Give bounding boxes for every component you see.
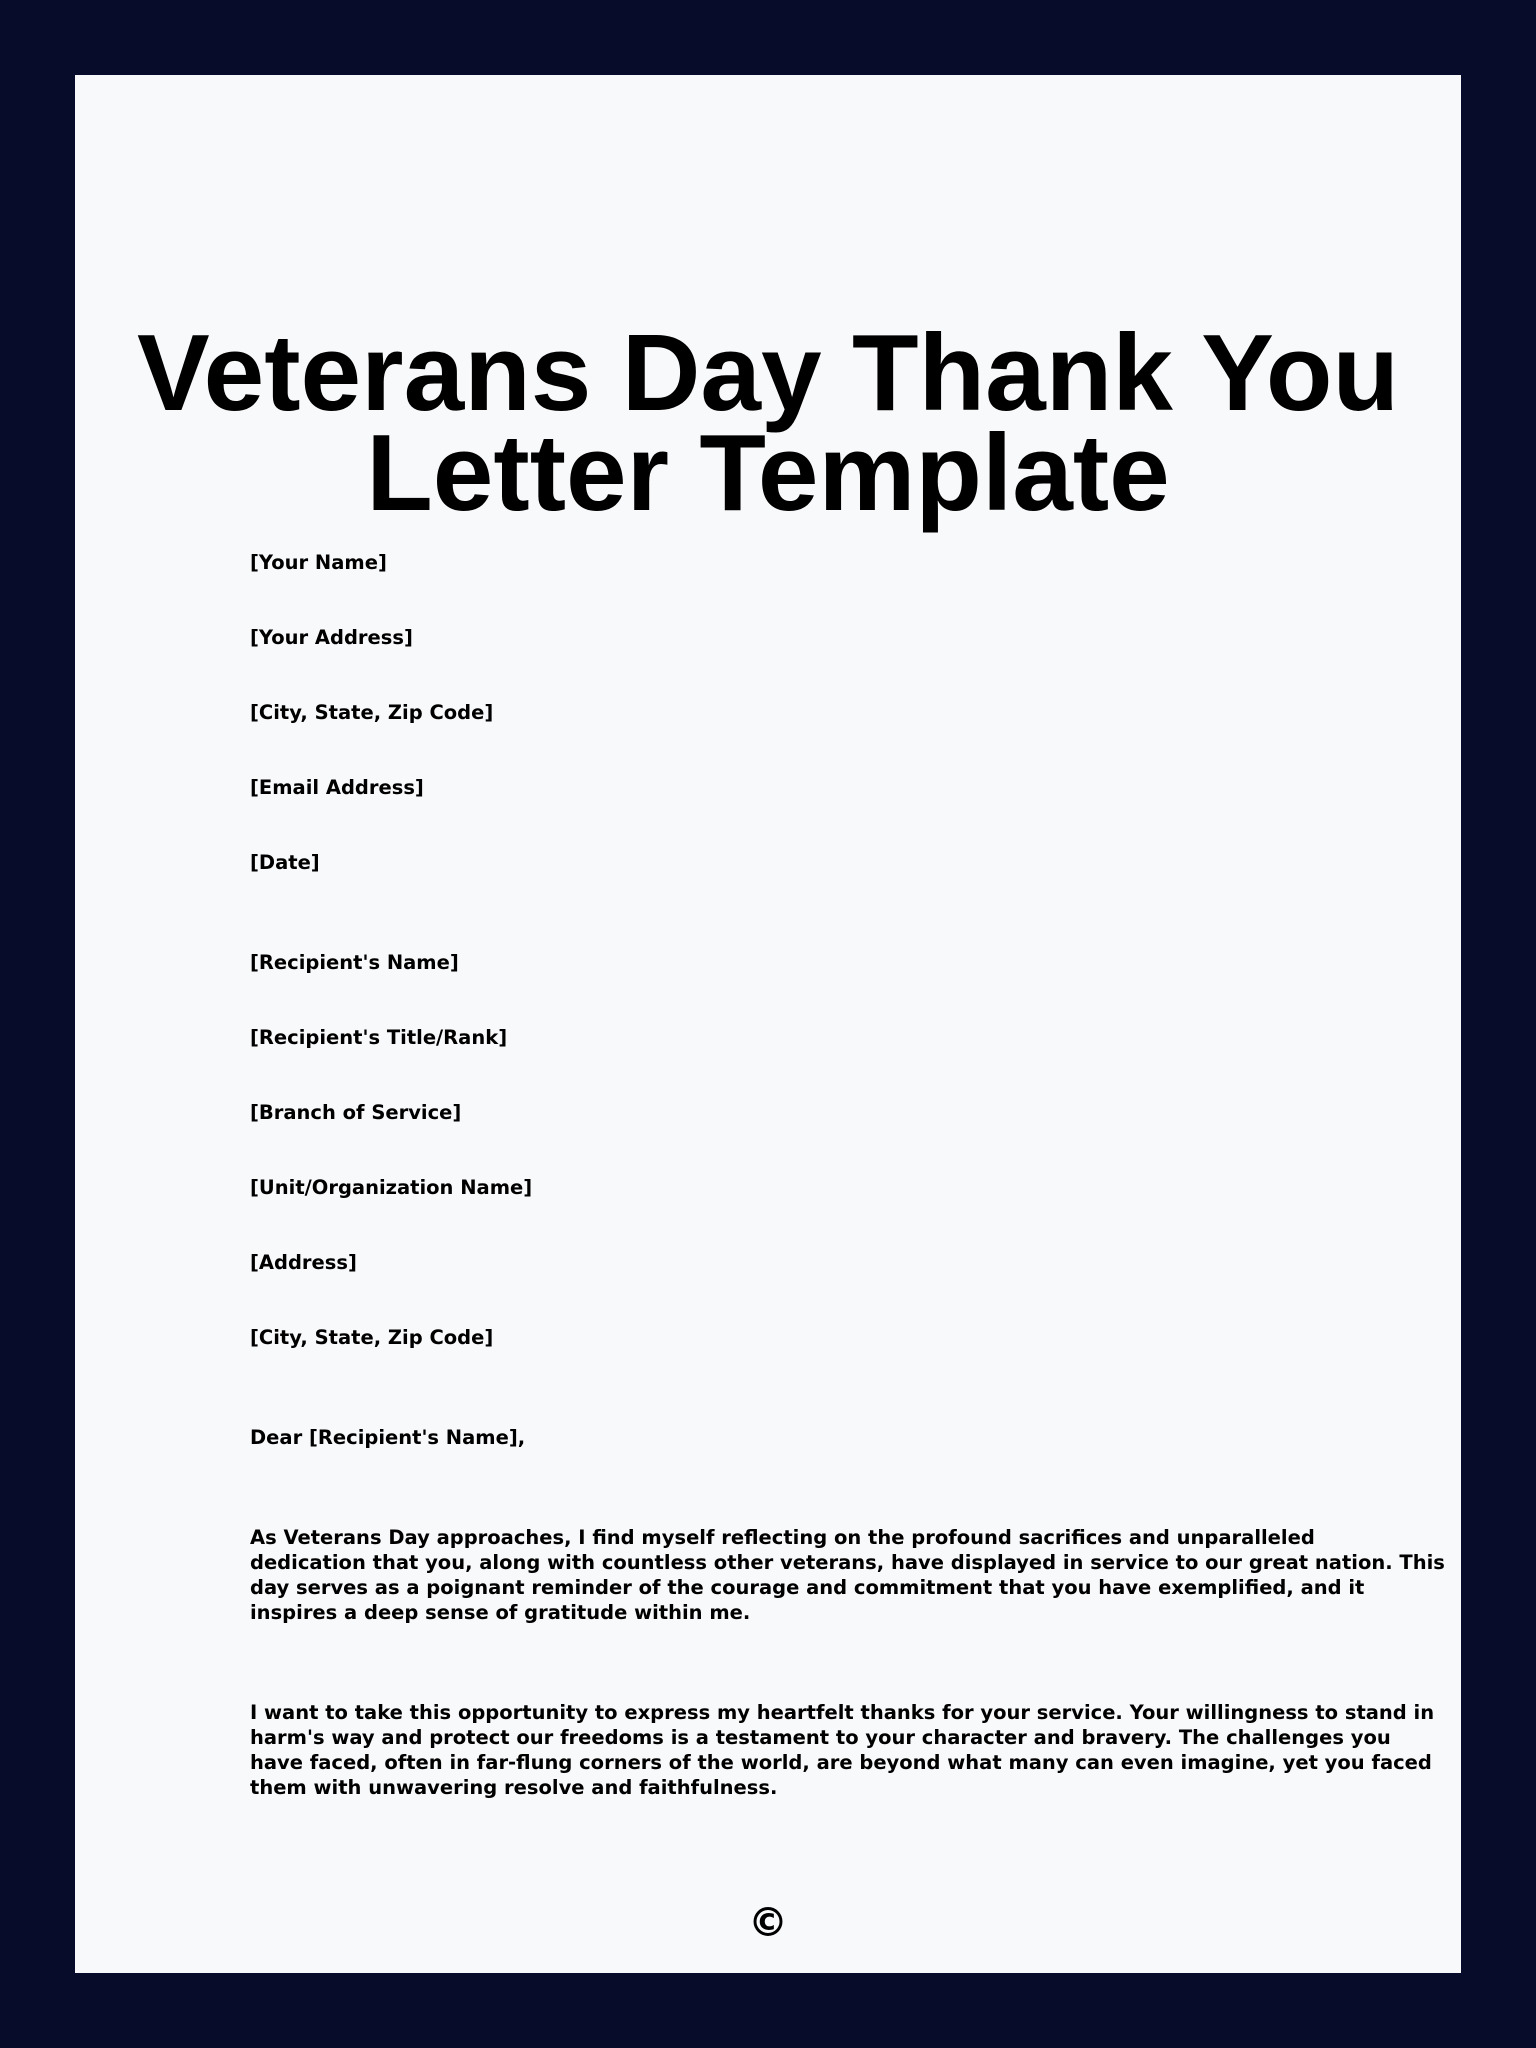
sender-city-state-zip: [City, State, Zip Code] bbox=[250, 701, 494, 724]
copyright-icon: © bbox=[748, 1900, 788, 1946]
paragraph-1-line: As Veterans Day approaches, I find myself reflecting on the profound sacrifices and unparalleled bbox=[250, 1526, 1315, 1549]
recipient-address: [Address] bbox=[250, 1251, 357, 1274]
body-paragraph-1 bbox=[250, 1525, 1445, 1625]
salutation: Dear [Recipient's Name], bbox=[250, 1426, 526, 1449]
body-paragraph-2 bbox=[250, 1700, 1435, 1800]
paragraph-2-line: have faced, often in far-flung corners of the world, are beyond what many can even imagine, yet you faced bbox=[250, 1751, 1432, 1774]
paragraph-2-line: I want to take this opportunity to express my heartfelt thanks for your service. Your willingness to stand in bbox=[250, 1701, 1435, 1724]
sender-email: [Email Address] bbox=[250, 776, 424, 799]
recipient-city-state-zip: [City, State, Zip Code] bbox=[250, 1326, 494, 1349]
sender-address: [Your Address] bbox=[250, 626, 413, 649]
sender-name: [Your Name] bbox=[250, 551, 387, 574]
paragraph-1-line: dedication that you, along with countless other veterans, have displayed in service to our great nation. This bbox=[250, 1551, 1445, 1574]
recipient-unit: [Unit/Organization Name] bbox=[250, 1176, 533, 1199]
recipient-branch: [Branch of Service] bbox=[250, 1101, 462, 1124]
letter-page bbox=[75, 75, 1461, 1973]
title-line-1: Veterans Day Thank You bbox=[136, 312, 1400, 434]
recipient-title-rank: [Recipient's Title/Rank] bbox=[250, 1026, 508, 1049]
paragraph-2-line: them with unwavering resolve and faithfulness. bbox=[250, 1776, 778, 1799]
paragraph-1-line: day serves as a poignant reminder of the courage and commitment that you have exemplified, and it bbox=[250, 1576, 1365, 1599]
paragraph-2-line: harm's way and protect our freedoms is a testament to your character and bravery. The challenges you bbox=[250, 1726, 1391, 1749]
letter-date: [Date] bbox=[250, 851, 320, 874]
recipient-name: [Recipient's Name] bbox=[250, 951, 459, 974]
paragraph-1-line: inspires a deep sense of gratitude within me. bbox=[250, 1601, 751, 1624]
document-title bbox=[75, 312, 1461, 534]
title-line-2: Letter Template bbox=[366, 412, 1170, 534]
